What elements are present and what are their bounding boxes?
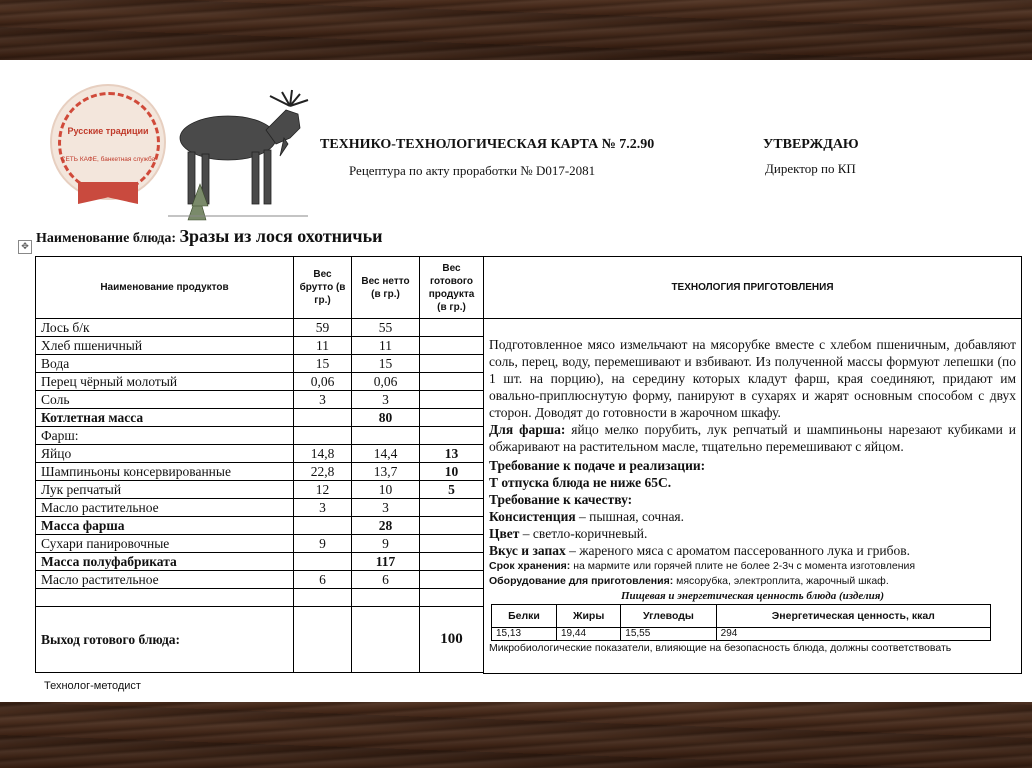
taste-line [489,542,1016,559]
header-technology: ТЕХНОЛОГИЯ ПРИГОТОВЛЕНИЯ [484,257,1022,319]
header-ready: Вес готового продукта (в гр.) [420,257,484,319]
product-name [36,589,294,607]
nutrition-table [491,604,991,641]
ready-weight [420,337,484,355]
nutrition-title: Пищевая и энергетическая ценность блюда (изделия) [620,590,885,603]
header-product: Наименование продуктов [36,257,294,319]
document-title: ТЕХНИКО-ТЕХНОЛОГИЧЕСКАЯ КАРТА № 7.2.90 [320,137,655,152]
equipment-label: Оборудование для приготовления: [489,575,674,588]
dish-name: Зразы из лося охотничьи [179,226,383,246]
product-name: Сухари панировочные [36,535,294,553]
net-weight: 0,06 [352,373,420,391]
logo-title: Русские традиции [67,126,149,136]
consistency-text: – пышная, сочная. [575,509,685,525]
gross-weight: 59 [294,319,352,337]
output-gross [294,607,352,673]
gross-weight: 11 [294,337,352,355]
ready-weight [420,373,484,391]
nutrition-header-carbs: Углеводы [621,605,716,628]
output-label: Выход готового блюда: [36,607,294,673]
product-name: Фарш: [36,427,294,445]
consistency-line [489,508,1016,525]
equipment-text: мясорубка, электроплита, жарочный шкаф. [673,575,889,588]
net-weight: 14,4 [352,445,420,463]
net-weight: 9 [352,535,420,553]
storage-line [489,559,1016,574]
gross-weight [294,553,352,571]
nutrition-fat: 19,44 [557,628,621,641]
product-name: Хлеб пшеничный [36,337,294,355]
gross-weight [294,517,352,535]
nutrition-protein: 15,13 [492,628,557,641]
moose-illustration [158,88,318,226]
ready-weight [420,589,484,607]
ready-weight [420,355,484,373]
technology-cell [484,319,1022,674]
net-weight: 6 [352,571,420,589]
color-text: – светло-коричневый. [519,526,648,542]
nutrition-carbs: 15,55 [621,628,716,641]
product-name: Яйцо [36,445,294,463]
logo-ring [58,92,160,194]
wood-background-bottom [0,702,1032,768]
ready-weight: 5 [420,481,484,499]
quality-requirement: Требование к качеству: [489,492,633,508]
net-weight: 13,7 [352,463,420,481]
ready-weight [420,391,484,409]
ready-weight [420,553,484,571]
net-weight: 10 [352,481,420,499]
storage-label: Срок хранения: [489,560,571,573]
table-header-row [36,257,1022,319]
ready-weight [420,319,484,337]
header-net: Вес нетто (в гр.) [352,257,420,319]
nutrition-header-row [492,605,991,628]
ready-weight [420,427,484,445]
serve-requirement: Требование к подаче и реализации: [489,458,706,474]
nutrition-values-row [492,628,991,641]
equipment-line [489,574,1016,589]
gross-weight: 15 [294,355,352,373]
dish-name-line [36,226,382,247]
gross-weight [294,427,352,445]
microbiology-note: Микробиологические показатели, влияющие на безопасность блюда, должны соответствовать [489,642,952,655]
gross-weight: 6 [294,571,352,589]
product-name: Соль [36,391,294,409]
ready-weight [420,535,484,553]
ready-weight [420,499,484,517]
gross-weight: 14,8 [294,445,352,463]
taste-text: – жареного мяса с ароматом пассерованного лука и грибов. [565,543,910,559]
approve-label: УТВЕРЖДАЮ [763,137,859,152]
product-name: Масса полуфабриката [36,553,294,571]
stuffing-text: яйцо мелко порубить, лук репчатый и шампиньоны нарезают кубиками и обжаривают на растительном масле, тщательно перемешивают с яйцом. [489,422,1016,455]
net-weight: 3 [352,499,420,517]
product-name: Котлетная масса [36,409,294,427]
product-name: Вода [36,355,294,373]
nutrition-header-fat: Жиры [557,605,621,628]
gross-weight: 3 [294,391,352,409]
gross-weight: 12 [294,481,352,499]
restaurant-logo [50,84,166,200]
net-weight: 80 [352,409,420,427]
product-name: Шампиньоны консервированные [36,463,294,481]
storage-text: на мармите или горячей плите не более 2-3ч с момента изготовления [570,560,916,573]
stuffing-paragraph [489,421,1016,455]
net-weight: 11 [352,337,420,355]
net-weight [352,427,420,445]
color-label: Цвет [489,526,520,542]
product-name: Лось б/к [36,319,294,337]
serve-temperature: Т отпуска блюда не ниже 65С. [489,475,672,491]
nutrition-energy: 294 [716,628,990,641]
net-weight: 15 [352,355,420,373]
net-weight: 55 [352,319,420,337]
director-label: Директор по КП [765,161,856,176]
stuffing-label: Для фарша: [489,422,566,438]
ready-weight: 10 [420,463,484,481]
color-line [489,525,1016,542]
product-name: Перец чёрный молотый [36,373,294,391]
product-name: Масло растительное [36,571,294,589]
gross-weight: 9 [294,535,352,553]
net-weight: 28 [352,517,420,535]
net-weight [352,589,420,607]
nutrition-header-protein: Белки [492,605,557,628]
dish-label: Наименование блюда: [36,231,176,246]
ready-weight: 13 [420,445,484,463]
gross-weight [294,589,352,607]
table-move-handle-icon[interactable]: ✥ [18,240,32,254]
recipe-reference: Рецептура по акту проработки № D017-2081 [349,163,596,178]
technologist-signature: Технолог-методист [44,680,141,692]
product-name: Лук репчатый [36,481,294,499]
wood-background-top [0,0,1032,60]
header-gross: Вес брутто (в гр.) [294,257,352,319]
product-name: Масло растительное [36,499,294,517]
consistency-label: Консистенция [489,509,576,525]
technology-text: Подготовленное мясо измельчают на мясорубке вместе с хлебом пшеничным, добавляют соль, перец, воду, перемешивают и взбивают. Из полученной массы формуют лепешки (по 1 шт. на порцию), на середину которых кладут фарш, края соединяют, придают им овально-приплюснутую форму, панируют в сухарях и жарят основным способом с двух сторон. Доводят до готовности в жарочном шкафу. [489,337,1016,421]
net-weight: 3 [352,391,420,409]
gross-weight [294,409,352,427]
ready-weight [420,517,484,535]
taste-label: Вкус и запах [489,543,566,559]
gross-weight: 3 [294,499,352,517]
gross-weight: 0,06 [294,373,352,391]
logo-subtitle: СЕТЬ КАФЕ, банкетная служба [60,156,156,163]
table-row [36,319,1022,337]
output-net [352,607,420,673]
net-weight: 117 [352,553,420,571]
output-value: 100 [420,607,484,673]
product-name: Масса фарша [36,517,294,535]
nutrition-header-energy: Энергетическая ценность, ккал [716,605,990,628]
gross-weight: 22,8 [294,463,352,481]
recipe-table [35,256,1022,674]
ready-weight [420,571,484,589]
ready-weight [420,409,484,427]
